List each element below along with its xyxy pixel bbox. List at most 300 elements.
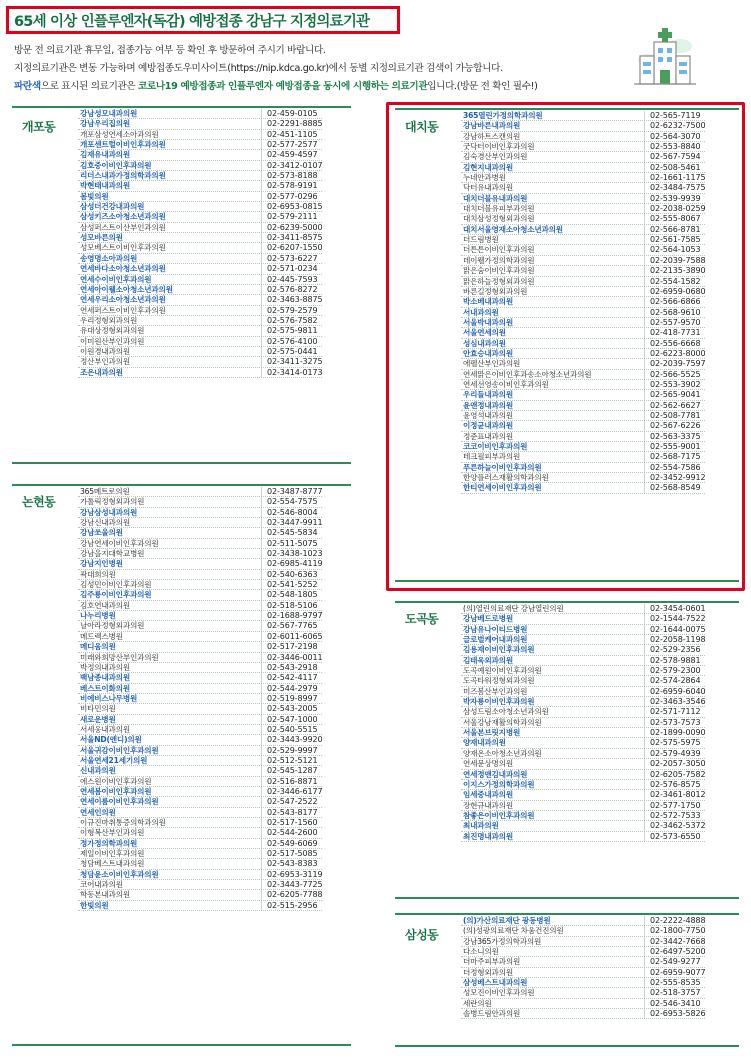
hospital-phone: 02-6011-6065 — [267, 631, 323, 641]
hospital-phone: 02-3463-8875 — [267, 295, 323, 305]
hospital-phone: 02-6232-7500 — [650, 121, 706, 131]
hospital-name: 윤앤정내과의원 — [461, 401, 645, 410]
hospital-name: 참좋은이비인후과의원 — [461, 811, 645, 820]
hospital-name: 연세선영송이비인후과의원 — [461, 380, 645, 389]
hospital-name: 성모진이비인후과의원 — [461, 988, 645, 997]
hospital-name: 강남을지대학교병원 — [78, 549, 262, 558]
hospital-name: 이원경내과의원 — [78, 347, 262, 356]
hospital-name: 연세바다소아청소년과의원 — [78, 264, 262, 273]
hospital-phone: 02-539-9939 — [650, 193, 701, 203]
hospital-name: 개포삼성연세소아과의원 — [78, 130, 262, 139]
hospital-name: 맑은하늘정형외과의원 — [461, 277, 645, 286]
hospital-phone: 02-3442-7668 — [650, 936, 706, 946]
hospital-phone: 02-566-5525 — [650, 369, 701, 379]
hospital-phone: 02-3414-0173 — [267, 367, 323, 377]
hospital-name: 송영명소아과의원 — [78, 254, 262, 263]
table-row — [78, 777, 322, 787]
table-row — [78, 632, 322, 642]
hospital-phone: 02-517-1560 — [267, 818, 318, 827]
hospital-phone: 02-540-6363 — [267, 569, 318, 579]
hospital-name: 강남베드로병원 — [461, 614, 645, 623]
table-row — [78, 368, 322, 378]
table-row — [78, 130, 322, 140]
hospital-phone: 02-546-3410 — [650, 998, 701, 1008]
hospital-phone: 02-543-2005 — [267, 704, 318, 714]
table-row — [78, 818, 322, 828]
hospital-phone: 02-555-8535 — [650, 978, 701, 988]
table-row — [461, 999, 705, 1009]
hospital-name: 김용재이비인후과의원 — [461, 645, 645, 654]
table-row — [461, 780, 705, 790]
table-row — [461, 968, 705, 978]
hospital-name: 메디움의원 — [78, 642, 262, 651]
hospital-phone: 02-3463-3546 — [650, 697, 706, 707]
section-samseong — [395, 913, 739, 1047]
hospital-phone: 02-540-5515 — [267, 724, 318, 734]
hospital-name: 박현태내과의원 — [78, 181, 262, 190]
hospital-name: 정준표내과의원 — [461, 432, 645, 441]
hospital-name: 누네안과병원 — [461, 173, 645, 182]
hospital-name: 더마주피부과의원 — [461, 957, 645, 966]
table-row — [78, 192, 322, 202]
hospital-phone: 02-508-5461 — [650, 162, 701, 172]
hospital-name: 코코이비인후과의원 — [461, 442, 645, 451]
table-row — [78, 264, 322, 274]
hospital-phone: 02-3462-5372 — [650, 821, 706, 831]
table-row — [78, 621, 322, 631]
table-row — [461, 604, 705, 614]
hospital-phone: 02-579-2579 — [267, 305, 318, 315]
hospital-name: 미즈봄산부인과의원 — [461, 687, 645, 696]
hospital-name: 서세웅내과의원 — [78, 725, 262, 734]
hospital-name: 365메트로의원 — [78, 487, 262, 496]
hospital-phone: 02-2058-1198 — [650, 635, 706, 645]
hospital-phone: 02-6239-5000 — [267, 222, 323, 232]
hospital-phone: 02-547-2522 — [267, 797, 318, 807]
hospital-name: 한빛의원 — [78, 901, 262, 910]
hospital-name: 성모바른의원 — [78, 233, 262, 242]
hospital-name: 대치더블유피부과의원 — [461, 204, 645, 213]
hospital-phone: 02-562-6627 — [650, 400, 701, 410]
hospital-phone: 02-543-8177 — [267, 807, 318, 817]
hospital-phone: 02-1688-9797 — [267, 611, 323, 621]
hospital-name: 제일이비인후과의원 — [78, 849, 262, 858]
table-row — [461, 718, 705, 728]
hospital-phone: 02-459-0105 — [267, 109, 318, 118]
hospital-name: 이미원산부인과의원 — [78, 337, 262, 346]
hospital-name: 삼성키즈소아청소년과의원 — [78, 212, 262, 221]
hospital-name: 서울귀감이비인후과의원 — [78, 746, 262, 755]
hospital-phone: 02-3443-9920 — [267, 735, 323, 745]
table-row — [78, 580, 322, 590]
hospital-phone: 02-575-9811 — [267, 326, 318, 336]
hospital-name: 가톨릭정형외과의원 — [78, 497, 262, 506]
hospital-name: (의)성광의료재단 차움건진의원 — [461, 926, 645, 935]
hospital-phone: 02-6959-6040 — [650, 686, 706, 696]
table-row — [461, 832, 705, 842]
table-row — [461, 656, 705, 666]
hospital-name: 윤영석내과의원 — [461, 411, 645, 420]
hospital-name: 미래와희망산부인과의원 — [78, 653, 262, 662]
hospital-phone: 02-566-6866 — [650, 297, 701, 307]
hospital-phone: 02-548-1805 — [267, 590, 318, 600]
hospital-name: (의)열린의료재단 강남열린의원 — [461, 604, 645, 613]
hospital-name: 이지스가정의학과의원 — [461, 780, 645, 789]
table-row — [461, 978, 705, 988]
hospital-phone: 02-6953-0815 — [267, 202, 323, 212]
table-row — [78, 316, 322, 326]
table-row — [78, 725, 322, 735]
hospital-name: 연세인의원 — [78, 808, 262, 817]
hospital-name: 도곡예원이비인후과의원 — [461, 666, 645, 675]
hospital-phone: 02-519-8997 — [267, 693, 318, 703]
hospital-phone: 02-459-4597 — [267, 150, 318, 160]
hospital-name: 곽대희의원 — [78, 570, 262, 579]
hospital-name: 바른길정형외과의원 — [461, 287, 645, 296]
hospital-phone: 02-3454-0601 — [650, 604, 706, 613]
hospital-name: 강남삼성내과의원 — [78, 508, 262, 517]
hospital-name: 박소베내과의원 — [461, 297, 645, 306]
hospital-phone: 02-543-2918 — [267, 662, 318, 672]
hospital-phone: 02-575-5975 — [650, 738, 701, 748]
hospital-phone: 02-3461-8012 — [650, 790, 706, 800]
hospital-phone: 02-577-1750 — [650, 800, 701, 810]
table-row — [78, 181, 322, 191]
table-row — [461, 790, 705, 800]
hospital-phone: 02-6205-7788 — [267, 890, 323, 900]
hospital-phone: 02-549-6069 — [267, 838, 318, 848]
hospital-name: 데이웰가정의학과의원 — [461, 256, 645, 265]
hospital-phone: 02-517-2198 — [267, 642, 318, 652]
hospital-name: 김성민이비인후과의원 — [78, 580, 262, 589]
hospital-phone: 02-556-6668 — [650, 338, 701, 348]
hospital-phone: 02-571-7112 — [650, 707, 701, 717]
table-row — [78, 642, 322, 652]
table-row — [461, 770, 705, 780]
hospital-name: 비타민의원 — [78, 704, 262, 713]
hospital-name: 최진명내과의원 — [461, 832, 645, 841]
hospital-phone: 02-418-7731 — [650, 328, 701, 338]
page-title: 65세 이상 인플루엔자(독감) 예방접종 강남구 지정의료기관 — [14, 14, 370, 30]
hospital-name: 대치삼성정형외과의원 — [461, 214, 645, 223]
hospital-name: 김호연내과의원 — [78, 601, 262, 610]
hospital-name: 김태욱외과의원 — [461, 656, 645, 665]
hospital-name: 다소니의원 — [461, 947, 645, 956]
hospital-name: 최내과의원 — [461, 821, 645, 830]
hospital-phone: 02-3484-7575 — [650, 183, 706, 193]
hospital-phone: 02-546-8004 — [267, 507, 318, 517]
hospital-name: 닥터유내과의원 — [461, 183, 645, 192]
hospital-phone: 02-6985-4119 — [267, 559, 323, 569]
table-row — [78, 715, 322, 725]
hospital-building-icon — [634, 24, 696, 92]
table-row — [78, 787, 322, 797]
hospital-phone: 02-3411-8575 — [267, 233, 323, 243]
hospital-name: 한티연세이비인후과의원 — [461, 483, 645, 492]
hospital-list — [78, 487, 322, 911]
hospital-phone: 02-567-7765 — [267, 621, 318, 631]
hospital-name: 강남우리집의원 — [78, 119, 262, 128]
hospital-phone: 02-572-7533 — [650, 810, 701, 820]
hospital-phone: 02-557-9570 — [650, 317, 701, 327]
hospital-name: 삼성드림소아청소년과의원 — [461, 707, 645, 716]
table-row — [78, 337, 322, 347]
table-row — [461, 916, 705, 926]
table-row — [78, 797, 322, 807]
hospital-name: 365열린가정의학과의원 — [461, 111, 645, 120]
notice-line-1: 방문 전 의료기관 휴무일, 접종가능 여부 등 확인 후 방문하여 주시기 바랍니다. — [14, 45, 326, 56]
hospital-phone: 02-2291-8885 — [267, 119, 323, 129]
hospital-name: 정산부인과의원 — [78, 357, 262, 366]
table-row — [78, 150, 322, 160]
hospital-list — [461, 916, 705, 1019]
table-row — [78, 601, 322, 611]
hospital-name: 연세정앤김내과의원 — [461, 770, 645, 779]
hospital-name: 유대상정형외과의원 — [78, 326, 262, 335]
hospital-phone: 02-545-1287 — [267, 766, 318, 776]
table-row — [78, 570, 322, 580]
table-row — [78, 870, 322, 880]
hospital-name: 성모베스트이비인후과의원 — [78, 243, 262, 252]
hospital-phone: 02-3487-8777 — [267, 487, 323, 496]
hospital-phone: 02-445-7593 — [267, 274, 318, 284]
hospital-name: 에스원이비인후과의원 — [78, 777, 262, 786]
table-row — [461, 614, 705, 624]
table-row — [461, 821, 705, 831]
hospital-name: 강남성모내과의원 — [78, 109, 262, 118]
hospital-name: 강남연세이비인후과의원 — [78, 539, 262, 548]
hospital-phone: 02-3412-0107 — [267, 160, 323, 170]
hospital-phone: 02-554-7575 — [267, 497, 318, 507]
table-row — [461, 645, 705, 655]
hospital-phone: 02-553-3902 — [650, 379, 701, 389]
dong-label: 도곡동 — [405, 612, 439, 626]
hospital-phone: 02-576-8272 — [267, 284, 318, 294]
hospital-name: 연세우리소아청소년과의원 — [78, 295, 262, 304]
hospital-phone: 02-511-5075 — [267, 538, 318, 548]
hospital-name: 도곡타워정형외과의원 — [461, 676, 645, 685]
hospital-phone: 02-2135-3890 — [650, 266, 706, 276]
hospital-phone: 02-542-4117 — [267, 673, 318, 683]
hospital-name: 김주룡이비인후과의원 — [78, 590, 262, 599]
hospital-list — [78, 109, 322, 378]
hospital-phone: 02-518-3757 — [650, 988, 701, 998]
table-row — [78, 528, 322, 538]
table-row — [78, 326, 322, 336]
table-row — [461, 738, 705, 748]
hospital-phone: 02-3443-7725 — [267, 880, 323, 890]
hospital-name: 리더스내과가정의학과의원 — [78, 171, 262, 180]
table-row — [78, 590, 322, 600]
hospital-name: 양재온소아청소년과의원 — [461, 749, 645, 758]
hospital-phone: 02-564-1053 — [650, 245, 701, 255]
hospital-phone: 02-515-2956 — [267, 900, 318, 910]
hospital-phone: 02-451-1105 — [267, 129, 318, 139]
notice-text: 으로 표시된 의료기관은 — [40, 81, 139, 92]
hospital-name: 메드렉스병원 — [78, 632, 262, 641]
hospital-phone: 02-576-4100 — [267, 336, 318, 346]
hospital-name: 강남유나이티드병원 — [461, 625, 645, 634]
hospital-phone: 02-579-4939 — [650, 748, 701, 758]
hospital-name: 안효승내과의원 — [461, 349, 645, 358]
hospital-phone: 02-6207-1550 — [267, 243, 323, 253]
hospital-name: 비에비스나무병원 — [78, 694, 262, 703]
hospital-phone: 02-2039-7597 — [650, 359, 706, 369]
hospital-phone: 02-567-6226 — [650, 421, 701, 431]
hospital-phone: 02-554-1582 — [650, 276, 701, 286]
hospital-phone: 02-512-5121 — [267, 755, 318, 765]
hospital-phone: 02-554-7586 — [650, 462, 701, 472]
hospital-phone: 02-579-2300 — [650, 666, 701, 676]
table-row — [461, 801, 705, 811]
hospital-phone: 02-578-9191 — [267, 181, 318, 191]
hospital-name: 조은내과의원 — [78, 368, 262, 377]
table-row — [461, 676, 705, 686]
hospital-name: 서울연세의원 — [461, 328, 645, 337]
table-row — [461, 811, 705, 821]
notice-tail: 입니다.(방문 전 확인 필수!) — [427, 81, 538, 92]
hospital-phone: 02-517-5085 — [267, 849, 318, 859]
table-row — [78, 243, 322, 253]
hospital-name: 강남바른내과의원 — [461, 121, 645, 130]
table-row — [78, 735, 322, 745]
hospital-phone: 02-529-9997 — [267, 745, 318, 755]
hospital-name: 강남신내과의원 — [78, 518, 262, 527]
hospital-phone: 02-2038-0259 — [650, 204, 706, 214]
table-row — [78, 746, 322, 756]
hospital-name: 굿닥터이비인후과의원 — [461, 142, 645, 151]
table-row — [78, 694, 322, 704]
table-row — [78, 497, 322, 507]
hospital-phone: 02-1544-7522 — [650, 614, 706, 624]
hospital-name: 학동본내과의원 — [78, 890, 262, 899]
table-row — [78, 849, 322, 859]
hospital-name: 솔병드림안과의원 — [461, 1009, 645, 1018]
table-row — [78, 611, 322, 621]
hospital-phone: 02-566-8781 — [650, 224, 701, 234]
table-row — [78, 808, 322, 818]
hospital-phone: 02-3438-1023 — [267, 549, 323, 559]
hospital-phone: 02-568-9610 — [650, 307, 701, 317]
hospital-list — [461, 604, 705, 842]
table-row — [461, 957, 705, 967]
hospital-name: 코어내과의원 — [78, 880, 262, 889]
table-row — [461, 707, 705, 717]
table-row — [78, 275, 322, 285]
hospital-phone: 02-565-7119 — [650, 111, 701, 120]
hospital-phone: 02-518-5106 — [267, 600, 318, 610]
hospital-name: 날아라정형외과의원 — [78, 621, 262, 630]
table-row — [78, 357, 322, 367]
hospital-name: 김현지내과의원 — [461, 163, 645, 172]
hospital-name: 청담베스트내과의원 — [78, 859, 262, 868]
hospital-phone: 02-6959-0680 — [650, 286, 706, 296]
hospital-name: 삼성베스트내과의원 — [461, 978, 645, 987]
table-row — [78, 347, 322, 357]
hospital-name: 김호중이비인후과의원 — [78, 161, 262, 170]
hospital-name: 신내과의원 — [78, 766, 262, 775]
hospital-phone: 02-574-2864 — [650, 676, 701, 686]
hospital-phone: 02-577-0296 — [267, 191, 318, 201]
table-row — [78, 212, 322, 222]
hospital-name: 봄빛의원 — [78, 192, 262, 201]
hospital-phone: 02-573-8188 — [267, 171, 318, 181]
table-row — [461, 728, 705, 738]
table-row — [78, 233, 322, 243]
hospital-phone: 02-549-9277 — [650, 957, 701, 967]
hospital-name: 장현규내과의원 — [461, 801, 645, 810]
hospital-name: 정가정의학과의원 — [78, 839, 262, 848]
table-row — [78, 119, 322, 129]
hospital-name: 서울강남재활의학과의원 — [461, 718, 645, 727]
hospital-phone: 02-577-2577 — [267, 140, 318, 150]
table-row — [78, 663, 322, 673]
hospital-phone: 02-508-7781 — [650, 410, 701, 420]
table-row — [461, 759, 705, 769]
hospital-phone: 02-6205-7582 — [650, 769, 706, 779]
notice-blue-word: 파란색 — [14, 81, 41, 92]
hospital-name: 강남하트스캔의원 — [461, 132, 645, 141]
hospital-name: 테크필피부과의원 — [461, 452, 645, 461]
table-row — [78, 549, 322, 559]
hospital-phone: 02-1800-7750 — [650, 926, 706, 936]
hospital-phone: 02-1661-1175 — [650, 173, 706, 183]
hospital-name: 청담윤소이비인후과의원 — [78, 870, 262, 879]
hospital-phone: 02-576-8575 — [650, 779, 701, 789]
table-row — [461, 635, 705, 645]
table-row — [78, 487, 322, 497]
hospital-phone: 02-6497-5200 — [650, 947, 706, 957]
hospital-phone: 02-3446-6177 — [267, 786, 323, 796]
hospital-name: 연세아이웰소아청소년과의원 — [78, 285, 262, 294]
hospital-phone: 02-576-7582 — [267, 315, 318, 325]
hospital-name: 임세중내과의원 — [461, 790, 645, 799]
hospital-name: 김재유내과의원 — [78, 150, 262, 159]
table-row — [78, 539, 322, 549]
hospital-phone: 02-545-5834 — [267, 528, 318, 538]
hospital-name: 백남종내과의원 — [78, 673, 262, 682]
table-row — [78, 295, 322, 305]
hospital-name: 이정균내과의원 — [461, 421, 645, 430]
table-row — [461, 937, 705, 947]
hospital-name: 글로벌케어내과의원 — [461, 635, 645, 644]
table-row — [461, 625, 705, 635]
hospital-name: (의)가산의료재단 광동병원 — [461, 916, 645, 925]
hospital-name: 우리들내과의원 — [461, 390, 645, 399]
table-row — [78, 839, 322, 849]
hospital-name: 더드림병원 — [461, 235, 645, 244]
hospital-name: 우리정형외과의원 — [78, 316, 262, 325]
dong-label: 논현동 — [22, 495, 56, 509]
hospital-name: 서울본브릿지병원 — [461, 728, 645, 737]
hospital-name: 서울ND(엔디)의원 — [78, 735, 262, 744]
hospital-phone: 02-568-8549 — [650, 483, 701, 493]
hospital-name: 새로운병원 — [78, 715, 262, 724]
hospital-name: 대치서울영재소아청소년과의원 — [461, 225, 645, 234]
hospital-phone: 02-2057-3050 — [650, 759, 706, 769]
dong-label: 삼성동 — [405, 928, 439, 942]
dong-label: 대치동 — [405, 120, 439, 134]
hospital-phone: 02-3411-3275 — [267, 357, 323, 367]
hospital-name: 서울박내과의원 — [461, 318, 645, 327]
hospital-phone: 02-541-5252 — [267, 580, 318, 590]
hospital-name: 한양플러스재활의학과의원 — [461, 473, 645, 482]
table-row — [78, 880, 322, 890]
table-row — [78, 559, 322, 569]
hospital-phone: 02-3446-0011 — [267, 652, 323, 662]
table-row — [78, 223, 322, 233]
dong-label: 개포동 — [22, 120, 56, 134]
